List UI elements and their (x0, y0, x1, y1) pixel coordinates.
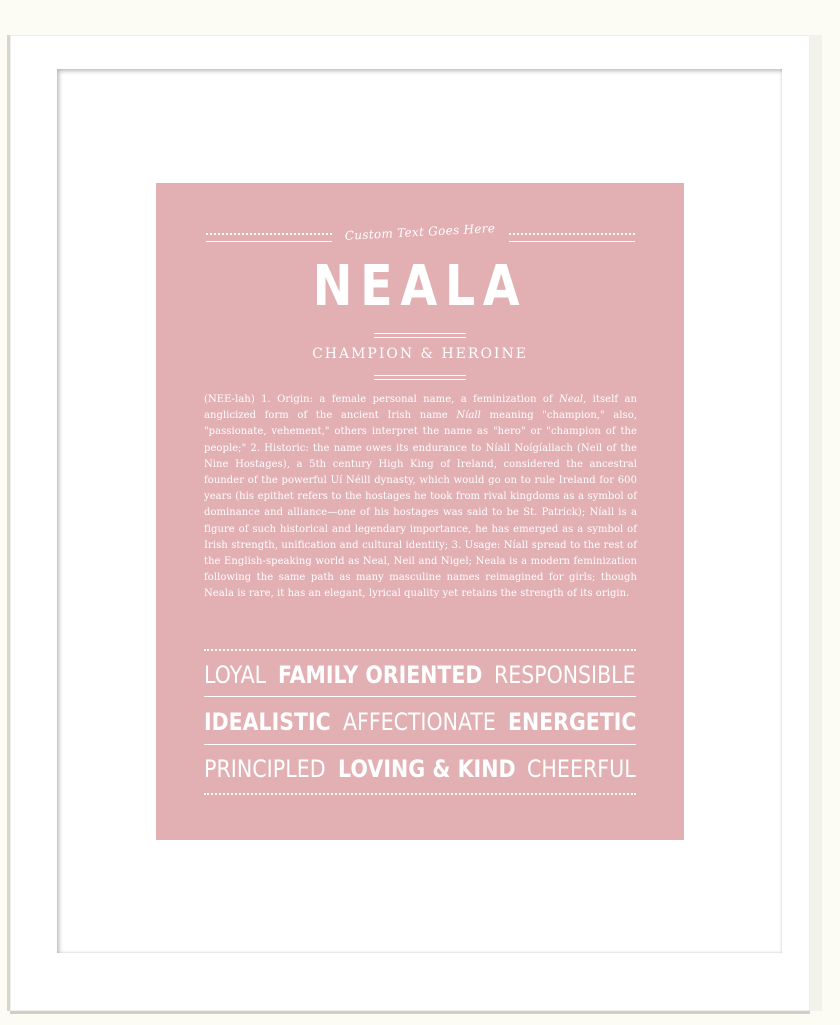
trait-word: FAMILY ORIENTED (278, 661, 483, 689)
title-rule-top (374, 333, 466, 338)
description-text: , itself an anglicized form of the ancient Irish name (204, 394, 638, 422)
name-subtitle: CHAMPION & HEROINE (312, 346, 528, 362)
description-italic: Níall (456, 410, 481, 422)
traits-dotted-divider-bottom (204, 793, 636, 795)
trait-word: ENERGETIC (507, 708, 636, 736)
name-print (156, 183, 684, 840)
traits-row (204, 750, 636, 788)
traits-dotted-divider-top (204, 649, 636, 651)
traits-divider (204, 696, 636, 697)
custom-text-line (156, 221, 684, 249)
traits-divider (204, 744, 636, 745)
trait-word: LOVING & KIND (337, 755, 516, 783)
trait-word: PRINCIPLED (204, 755, 326, 783)
traits-row (204, 703, 636, 741)
right-dotted-ornament (509, 233, 635, 242)
title-rule-bottom (374, 375, 466, 380)
trait-word: LOYAL (204, 661, 267, 689)
frame-edge (810, 35, 822, 1011)
description-text: (NEE-lah) 1. Origin: a female personal name, a feminization of (204, 394, 560, 405)
trait-word: IDEALISTIC (204, 708, 331, 736)
custom-text: Custom Text Goes Here (344, 221, 496, 243)
trait-word: RESPONSIBLE (494, 661, 637, 689)
name-description (204, 392, 637, 603)
trait-word: AFFECTIONATE (342, 708, 496, 736)
trait-word: CHEERFUL (527, 755, 636, 783)
traits-row (204, 656, 636, 694)
description-text: meaning "champion," also, "passionate, vehement," others interpret the name as "hero" or "champion of the people;" 2. Historic: the name owes its endurance to Níall Noígíallach (Neil of the Nine Hostages), a 5th century High King of Ireland, considered the ancestral founder of the powerful Uí Néill dynasty, which would go on to rule Ireland for 600 years (his epithet refers to the hostages he took from rival kingdoms as a symbol of dominance and alliance—one of his hostages was said to be St. Patrick); Níall is a figure of such historical and legendary importance, he has emerged as a symbol of Irish strength, unification and cultural identity; 3. Usage: Níall spread to the rest of the English-speaking world as Neal, Neil and Nigel; Neala is a modern feminization following the same path as many masculine names reimagined for girls; though Neala is rare, it has an elegant, lyrical quality yet retains the strength of its origin. (204, 410, 637, 600)
description-italic: Neal (559, 394, 584, 405)
name-title: NEALA (312, 254, 528, 319)
